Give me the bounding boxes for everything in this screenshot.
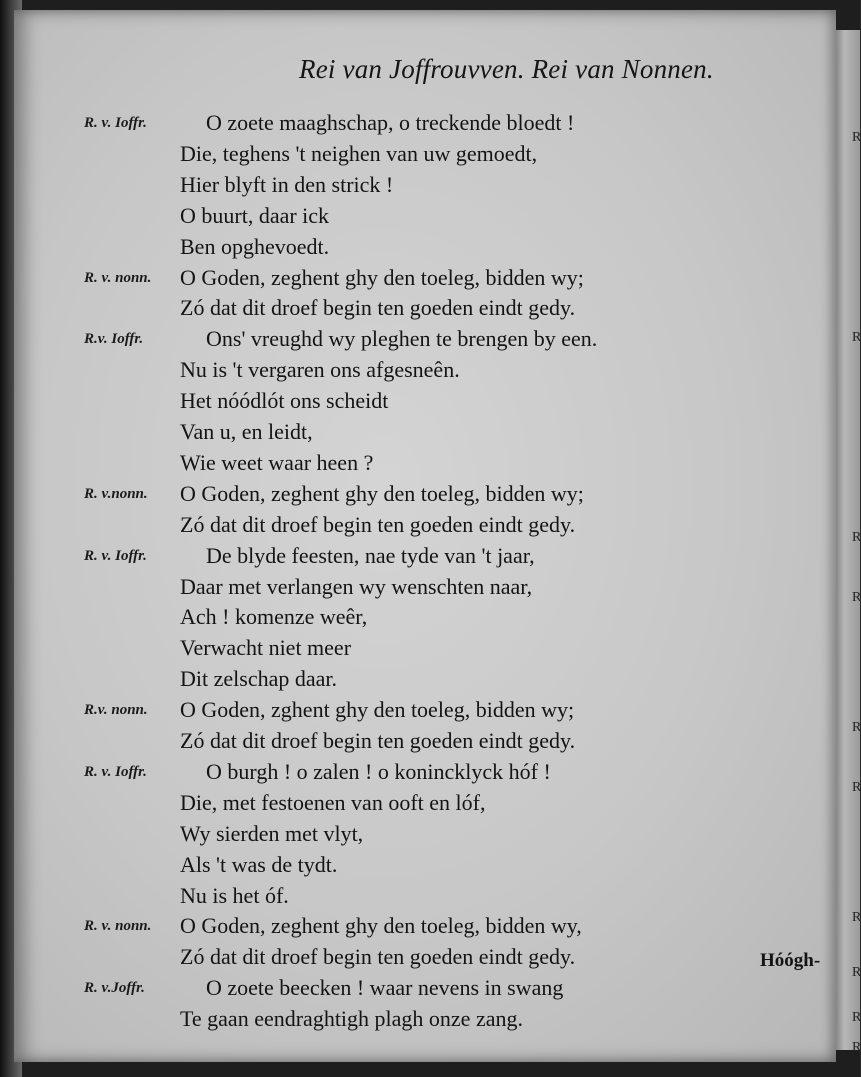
verse-line: Ach ! komenze weêr, — [180, 604, 368, 630]
next-page-letter: R — [852, 130, 861, 145]
verse-line: Zó dat dit droef begin ten goeden eindt gedy. — [180, 728, 576, 753]
verse-line: De blyde feesten, nae tyde van 't jaar, — [206, 542, 535, 568]
verse-line: Zó dat dit droef begin ten goeden eindt gedy. — [180, 944, 576, 970]
verse-line: Wie weet waar heen ? — [180, 449, 374, 475]
speaker-label: R. v.Joffr. — [84, 980, 145, 997]
verse-line: O Goden, zeghent ghy den toeleg, bidden wy; — [180, 264, 584, 290]
speaker-label: R. v. nonn. — [84, 269, 152, 286]
next-page-letter: R — [852, 720, 861, 735]
running-head: Rei van Joffrouvven. Rei van Nonnen. — [299, 54, 714, 84]
speaker-label: R.v. Ioffr. — [84, 331, 144, 348]
verse-line: O Goden, zeghent ghy den toeleg, bidden wy, — [180, 913, 582, 939]
verse-line: Nu is 't vergaren ons afgesneên. — [180, 357, 460, 383]
verse-line: Die, teghens 't neighen van uw gemoedt, — [180, 140, 538, 166]
speaker-label: R. v. Ioffr. — [84, 115, 147, 131]
book-page — [14, 10, 836, 1062]
verse-line: O Goden, zeghent ghy den toeleg, bidden wy; — [180, 480, 584, 506]
verse-line: Daar met verlangen wy wenschten naar, — [180, 573, 533, 599]
next-page-letter: R — [852, 910, 861, 925]
next-page-letter: R — [852, 530, 861, 545]
speaker-label: R.v. nonn. — [84, 702, 148, 719]
next-page-letter: R — [852, 590, 861, 605]
next-page-letter: R — [852, 330, 861, 345]
verse-line: Ons' vreughd wy pleghen te brengen by een. — [206, 326, 598, 352]
verse-line: Het nóódlót ons scheidt — [180, 388, 389, 414]
verse-line: Ben opghevoedt. — [180, 233, 330, 259]
verse-line: O buurt, daar ick — [180, 202, 330, 228]
speaker-label: R. v. Ioffr. — [84, 547, 147, 564]
verse-line: Te gaan eendraghtigh plagh onze zang. — [180, 1006, 523, 1032]
verse-line: Die, met festoenen van ooft en lóf, — [180, 789, 486, 815]
verse-line: O zoete beecken ! waar nevens in swang — [206, 975, 564, 1001]
next-page-letter: R — [852, 1040, 861, 1055]
verse-line: Wy sierden met vlyt, — [180, 820, 364, 846]
next-page-letter: R — [852, 965, 861, 980]
verse-line: Dit zelschap daar. — [180, 666, 337, 692]
next-page-letter: R — [852, 780, 861, 795]
verse-line: Als 't was de tydt. — [180, 851, 338, 877]
speaker-label: R. v. nonn. — [84, 918, 152, 935]
verse-line: Zó dat dit droef begin ten goeden eindt gedy. — [180, 511, 576, 537]
verse-line: O zoete maaghschap, o treckende bloedt ! — [206, 110, 575, 135]
verse-line: Zó dat dit droef begin ten goeden eindt gedy. — [180, 295, 576, 321]
next-page-letter: R — [852, 1010, 861, 1025]
verse-line: Verwacht niet meer — [180, 635, 352, 661]
speaker-label: R. v.nonn. — [84, 485, 148, 502]
verse-line: Hier blyft in den strick ! — [180, 171, 394, 197]
catchword: Hóógh- — [760, 950, 821, 971]
verse-line: O Goden, zghent ghy den toeleg, bidden wy; — [180, 697, 575, 723]
verse-line: O burgh ! o zalen ! o konincklyck hóf ! — [206, 758, 551, 784]
verse-line: Nu is het óf. — [180, 882, 289, 908]
speaker-label: R. v. Ioffr. — [84, 763, 147, 780]
verse-line: Van u, en leidt, — [180, 419, 313, 444]
